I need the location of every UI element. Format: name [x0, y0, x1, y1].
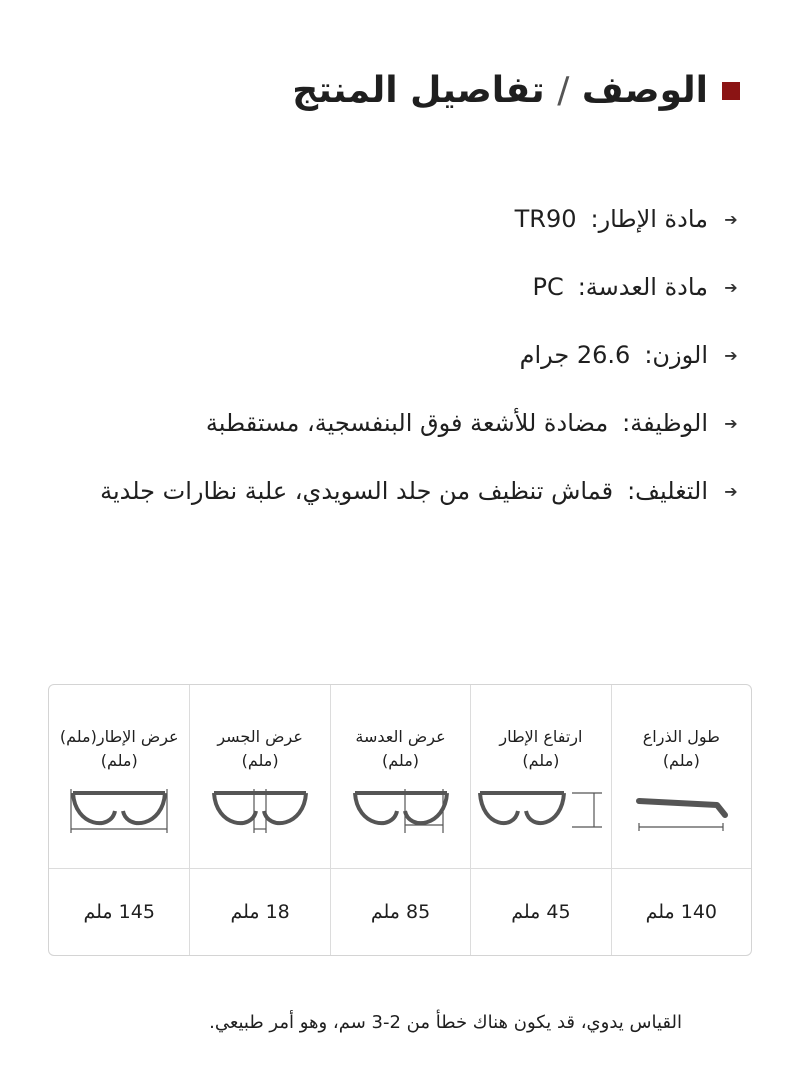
size-value-temple-length: 140 ملم: [611, 869, 751, 955]
spec-value: قماش تنظيف من جلد السويدي، علبة نظارات جلدية: [100, 477, 614, 505]
arrow-left-icon: ➔: [724, 481, 738, 501]
size-cell-lens-width: [330, 685, 470, 869]
size-cell-frame-width: [49, 685, 189, 869]
arrow-left-icon: ➔: [724, 277, 738, 297]
size-label: عرض العدسة (ملم): [355, 727, 446, 770]
bridge-width-icon: [210, 787, 310, 835]
arrow-left-icon: ➔: [724, 345, 738, 365]
size-cell-temple-length: [611, 685, 751, 869]
size-label: طول الذراع (ملم): [642, 727, 720, 770]
size-value-bridge-width: 18 ملم: [189, 869, 329, 955]
title-main: الوصف: [581, 70, 708, 111]
spec-value: 26.6 جرام: [519, 341, 631, 369]
size-label: عرض الإطار(ملم) (ملم): [59, 727, 179, 770]
spec-label: مادة العدسة:: [577, 273, 708, 301]
arrow-left-icon: ➔: [724, 209, 738, 229]
section-header: [292, 70, 740, 111]
spec-label: الوظيفة:: [622, 409, 708, 437]
spec-item-function: [40, 389, 740, 457]
frame-height-icon: [476, 787, 606, 835]
arrow-left-icon: ➔: [724, 413, 738, 433]
spec-item-lens-material: [40, 253, 740, 321]
temple-length-icon: [633, 787, 729, 835]
size-value-lens-width: 85 ملم: [330, 869, 470, 955]
frame-width-icon: [69, 787, 169, 835]
accent-square-icon: [722, 82, 740, 100]
measurement-note: القياس يدوي، قد يكون هناك خطأ من 2-3 سم، وهو أمر طبيعي.: [209, 1012, 682, 1033]
spec-value: مضادة للأشعة فوق البنفسجية، مستقطبة: [205, 409, 609, 437]
spec-value: PC: [532, 273, 564, 301]
lens-width-icon: [351, 787, 451, 835]
spec-label: الوزن:: [644, 341, 708, 369]
spec-value: TR90: [514, 205, 577, 233]
spec-label: مادة الإطار:: [590, 205, 708, 233]
title-separator: /: [557, 70, 570, 111]
size-value-frame-height: 45 ملم: [470, 869, 610, 955]
size-table: [48, 684, 752, 956]
size-cell-frame-height: [470, 685, 610, 869]
size-label: ارتفاع الإطار (ملم): [499, 727, 583, 770]
spec-item-weight: [40, 321, 740, 389]
page-title: [292, 70, 708, 111]
spec-item-packaging: [40, 457, 740, 525]
size-cell-bridge-width: [189, 685, 329, 869]
size-label: عرض الجسر (ملم): [217, 727, 303, 770]
spec-item-frame-material: [40, 185, 740, 253]
title-sub: تفاصيل المنتج: [292, 70, 545, 111]
size-value-frame-width: 145 ملم: [83, 901, 155, 923]
spec-list: [40, 185, 740, 525]
spec-label: التغليف:: [627, 477, 708, 505]
